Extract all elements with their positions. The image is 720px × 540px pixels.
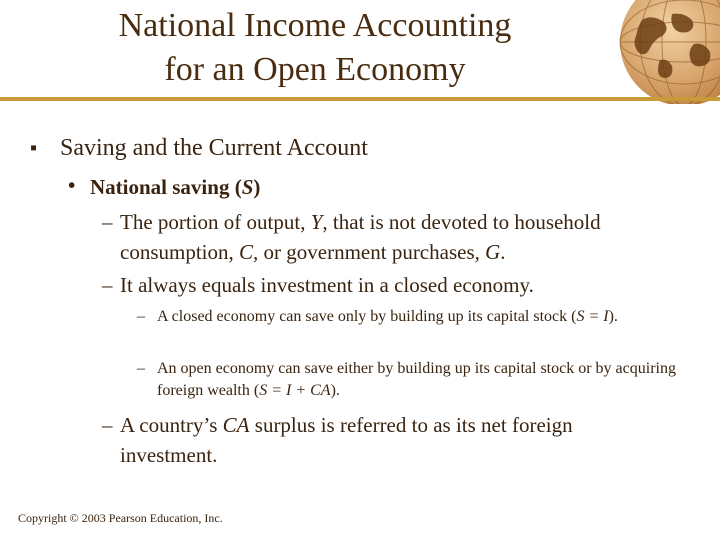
text-run: The portion of output, bbox=[120, 210, 311, 234]
title-line-2: for an Open Economy bbox=[164, 51, 466, 88]
text-run: An open economy can save either by building up its capital stock or by acquiring foreign wealth ( bbox=[157, 360, 676, 399]
square-bullet-icon: ▪ bbox=[30, 137, 38, 159]
equation: S = I + CA bbox=[259, 382, 331, 399]
var-y: Y bbox=[310, 210, 323, 234]
bullet-level2 bbox=[68, 173, 261, 201]
dash-item-1 bbox=[102, 207, 692, 267]
title-divider bbox=[0, 97, 720, 101]
dash-item-3 bbox=[102, 410, 662, 470]
sub-text-1 bbox=[137, 306, 697, 328]
text-run: , that is not devoted to household consumption, bbox=[120, 210, 601, 264]
dot-bullet-icon: • bbox=[68, 173, 76, 197]
dash-text-3 bbox=[102, 410, 662, 470]
var-g: G bbox=[485, 240, 501, 264]
copyright-notice: Copyright © 2003 Pearson Education, Inc. bbox=[18, 511, 223, 525]
text-run: ). bbox=[330, 382, 340, 399]
dash-marker: – bbox=[137, 360, 145, 377]
dash-text-2: It always equals investment in a closed economy. bbox=[120, 273, 534, 297]
text-run: surplus is referred to as its net foreign investment. bbox=[120, 413, 573, 467]
var-ca: CA bbox=[222, 413, 250, 437]
dash-marker: – bbox=[137, 308, 145, 325]
sub-text-2 bbox=[137, 358, 697, 402]
globe-icon bbox=[612, 0, 720, 104]
national-saving-close: ) bbox=[253, 175, 261, 199]
var-c: C bbox=[239, 240, 254, 264]
dash-item-2 bbox=[102, 270, 692, 300]
dash-marker: – bbox=[102, 413, 113, 437]
text-run: A country’s bbox=[120, 413, 223, 437]
saving-variable: S bbox=[241, 175, 254, 199]
text-run: A closed economy can save only by building up its capital stock ( bbox=[157, 308, 577, 325]
national-saving-label: National saving ( bbox=[90, 175, 242, 199]
dash-marker: – bbox=[102, 210, 113, 234]
dash-text-1 bbox=[102, 207, 692, 267]
equation: S = I bbox=[576, 308, 609, 325]
bullet-text: Saving and the Current Account bbox=[60, 135, 368, 161]
text-run: , or government purchases, bbox=[253, 240, 486, 264]
title-line-1: National Income Accounting bbox=[118, 7, 512, 44]
text-run: ). bbox=[608, 308, 618, 325]
slide-title bbox=[30, 4, 600, 92]
dash-marker: – bbox=[102, 273, 113, 297]
sub-item-2 bbox=[137, 358, 697, 402]
sub-item-1 bbox=[137, 306, 697, 328]
text-run: . bbox=[500, 240, 506, 264]
